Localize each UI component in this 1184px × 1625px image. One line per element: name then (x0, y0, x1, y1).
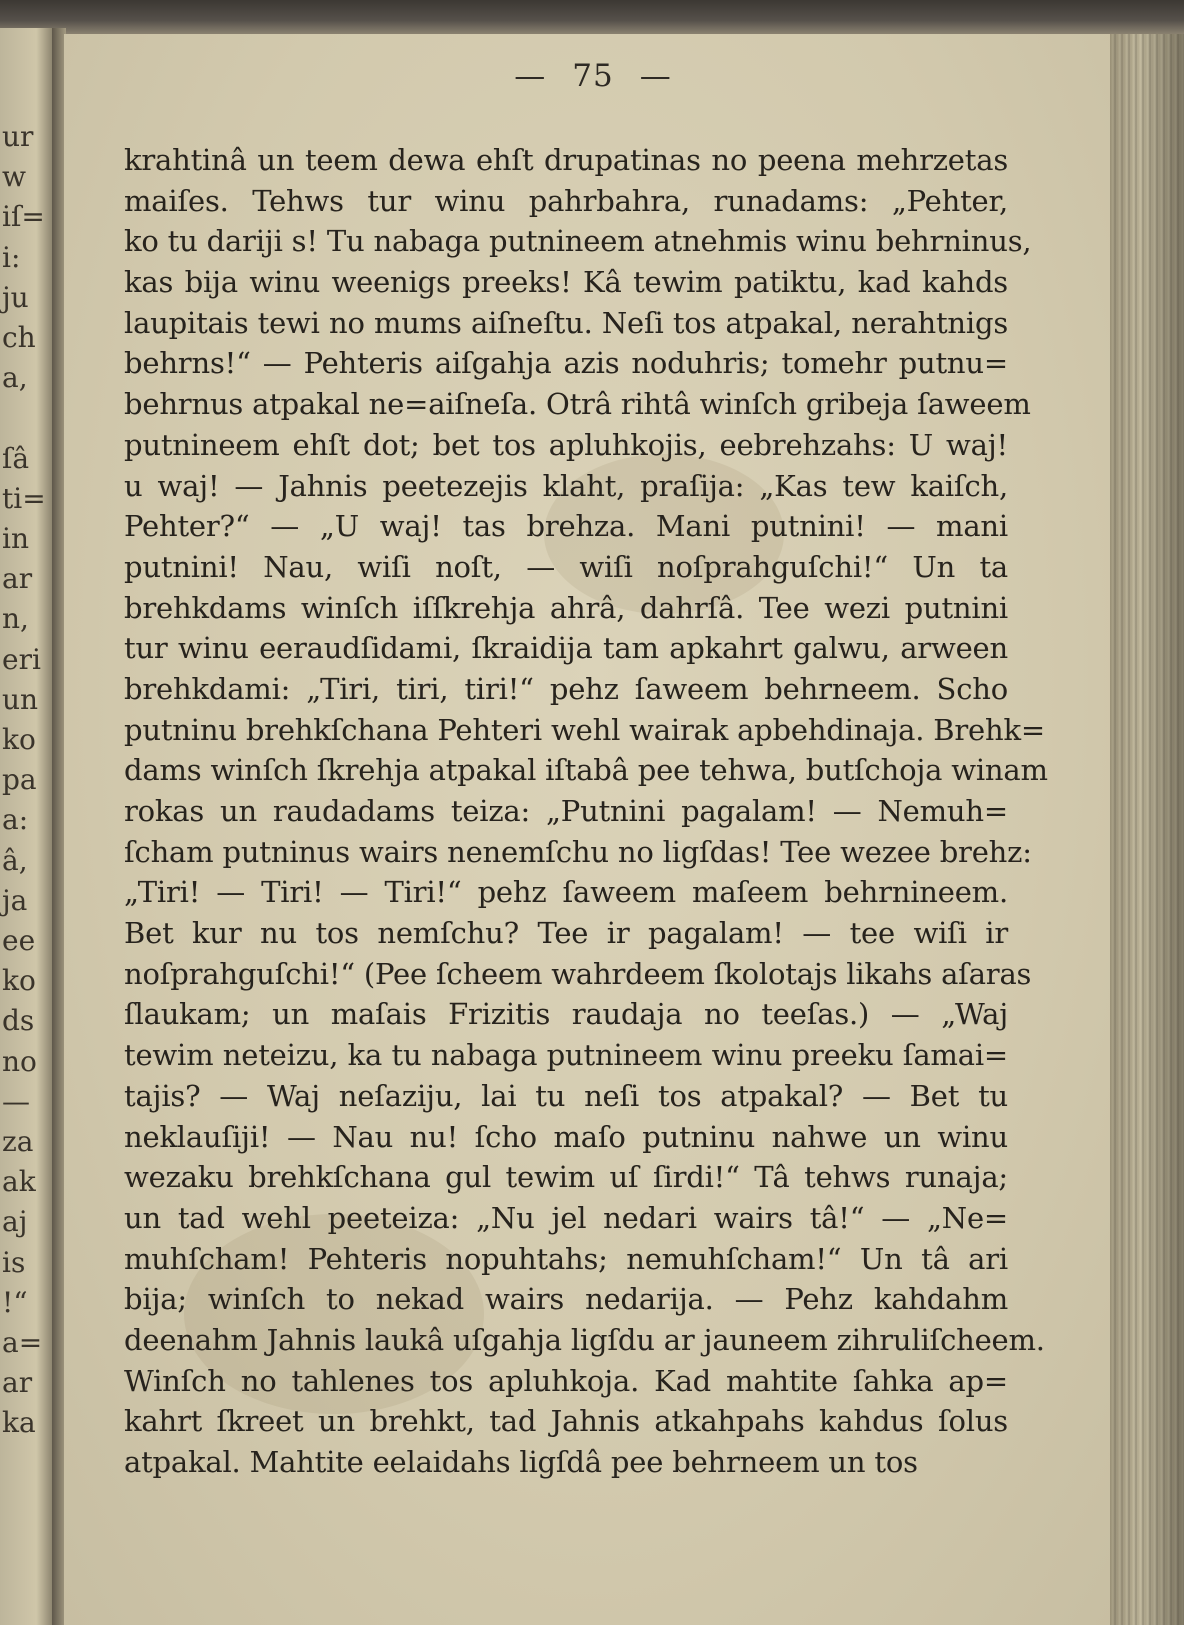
text-line: noſprahguſchi!“ (Pee ſcheem wahrdeem ſkolotajs likahs aſaras (124, 956, 1032, 991)
facing-page-fragment: ak (2, 1165, 36, 1199)
text-line: tewim neteizu, ka tu nabaga putnineem winu preeku ſamai= (124, 1038, 1008, 1073)
text-line: behrnus atpakal ne=aiſneſa. Otrâ rihtâ winſch gribeja ſaweem (124, 387, 1031, 422)
facing-page-fragment: !“ (2, 1285, 28, 1319)
facing-page-fragment: is (2, 1245, 26, 1279)
text-line: Bet kur nu tos nemſchu? Tee ir pagalam! — tee wiſi ir (124, 916, 1008, 951)
page-number-dash-left: — (514, 58, 547, 94)
text-line: ſcham putninus wairs nenemſchu no ligſdas! Tee wezee brehz: (124, 834, 1032, 869)
text-line: putnini! Nau, wiſi noſt, — wiſi noſprahguſchi!“ Un ta (124, 549, 1008, 584)
facing-page-fragment: eri (2, 642, 41, 676)
facing-page-fragment: un (2, 682, 39, 716)
text-line: u waj! — Jahnis peetezejis klaht, praſija: „Kas tew kaiſch, (124, 468, 1008, 503)
text-line: maiſes. Tehws tur winu pahrbahra, runadams: „Pehter, (124, 183, 1008, 218)
text-line: rokas un raudadams teiza: „Putnini pagalam! — Nemuh= (124, 794, 1008, 828)
facing-page-fragment: aj (2, 1205, 28, 1239)
facing-page-fragment: n, (2, 602, 29, 636)
facing-page-fragment: in (2, 522, 29, 555)
text-line: putnineem ehſt dot; bet tos apluhkojis, eebrehzahs: U waj! (124, 427, 1008, 462)
facing-page-fragment: ka (2, 1406, 36, 1440)
text-line: tur winu eeraudſidami, ſkraidija tam apkahrt galwu, arween (124, 631, 1008, 666)
facing-page-fragment: no (2, 1044, 37, 1078)
text-line: un tad wehl peeteiza: „Nu jel nedari wairs tâ!“ — „Ne= (124, 1200, 1008, 1235)
text-line: muhſcham! Pehteris nopuhtahs; nemuhſcham!“ Un tâ ari (124, 1241, 1008, 1276)
facing-page-fragment: ar (2, 1366, 33, 1400)
text-line: brehkdami: „Tiri, tiri, tiri!“ pehz ſaweem behrneem. Scho (124, 671, 1008, 706)
book-top-edge (0, 0, 1184, 34)
text-line: deenahm Jahnis laukâ uſgahja ligſdu ar jauneem zihruliſcheem. (124, 1322, 1045, 1357)
text-line: Winſch no tahlenes tos apluhkoja. Kad mahtite ſahka ap= (124, 1363, 1008, 1398)
facing-page-fragment: ja (2, 883, 28, 917)
text-line: behrns!“ — Pehteris aiſgahja azis noduhris; tomehr putnu= (124, 346, 1008, 381)
body-text (124, 140, 1048, 1483)
text-line: kahrt ſkreet un brehkt, tad Jahnis atkahpahs kahdus ſolus (124, 1404, 1008, 1439)
text-line: neklauſiji! — Nau nu! ſcho maſo putninu nahwe un winu (124, 1119, 1008, 1154)
text-line: Pehter?“ — „U waj! tas brehza. Mani putnini! — mani (124, 509, 1008, 544)
text-line: tajis? — Waj neſaziju, lai tu neſi tos atpakal? — Bet tu (124, 1078, 1008, 1113)
facing-page-fragment: ee (2, 924, 36, 957)
page-number-line (64, 58, 1122, 94)
text-line: kas bija winu weenigs preeks! Kâ tewim patiktu, kad kahds (124, 265, 1008, 300)
page-number: 75 (572, 58, 614, 94)
facing-page-fragment: pa (2, 763, 37, 797)
facing-page-fragment: â, (2, 843, 28, 877)
text-line: wezaku brehkſchana gul tewim uſ ſirdi!“ Tâ tehws runaja; (124, 1160, 1008, 1195)
text-line: krahtinâ un teem dewa ehſt drupatinas no peena mehrzetas (124, 143, 1008, 177)
facing-page-fragment: ſâ (2, 441, 30, 475)
text-line: bija; winſch to nekad wairs nedarija. — Pehz kahdahm (124, 1282, 1008, 1317)
facing-page-fragment: iſ= (2, 200, 45, 234)
facing-page-fragment: ko (2, 964, 36, 998)
text-line: putninu brehkſchana Pehteri wehl wairak apbehdinaja. Brehk= (124, 712, 1045, 747)
facing-page-edge (0, 28, 52, 1625)
text-line: „Tiri! — Tiri! — Tiri!“ pehz ſaweem maſeem behrnineem. (124, 875, 1008, 910)
facing-page-fragment: a= (2, 1326, 43, 1359)
facing-page-fragment: ti= (2, 481, 46, 515)
facing-page-fragment: a, (2, 361, 28, 395)
text-line: ko tu dariji s! Tu nabaga putnineem atnehmis winu behrninus, (124, 224, 1032, 259)
facing-page-fragment: ds (2, 1004, 35, 1038)
facing-page-fragment: a: (2, 803, 29, 837)
facing-page-fragment: w (2, 160, 26, 194)
facing-page-fragment: ch (2, 321, 36, 354)
facing-page-fragment: — (2, 1084, 30, 1118)
page-number-dash-right: — (639, 58, 672, 94)
facing-page-fragment: ko (2, 723, 36, 756)
facing-page-fragment: za (2, 1125, 34, 1158)
text-line: atpakal. Mahtite eelaidahs ligſdâ pee behrneem un tos (124, 1445, 918, 1479)
facing-page-fragment: ju (2, 280, 29, 314)
facing-page-fragment: i: (2, 240, 21, 274)
facing-page-fragment: ar (2, 562, 33, 596)
facing-page-fragment: ur (2, 120, 34, 153)
text-line: laupitais tewi no mums aiſneſtu. Neſi tos atpakal, nerahtnigs (124, 305, 1008, 340)
text-line: brehkdams winſch iſſkrehja ahrâ, dahrſâ. Tee wezi putnini (124, 590, 1008, 625)
text-line: dams winſch ſkrehja atpakal iſtabâ pee tehwa, butſchoja winam (124, 753, 1048, 788)
page-stack-edge (1110, 34, 1184, 1625)
text-line: ſlaukam; un maſais Frizitis raudaja no teeſas.) — „Waj (124, 997, 1008, 1032)
